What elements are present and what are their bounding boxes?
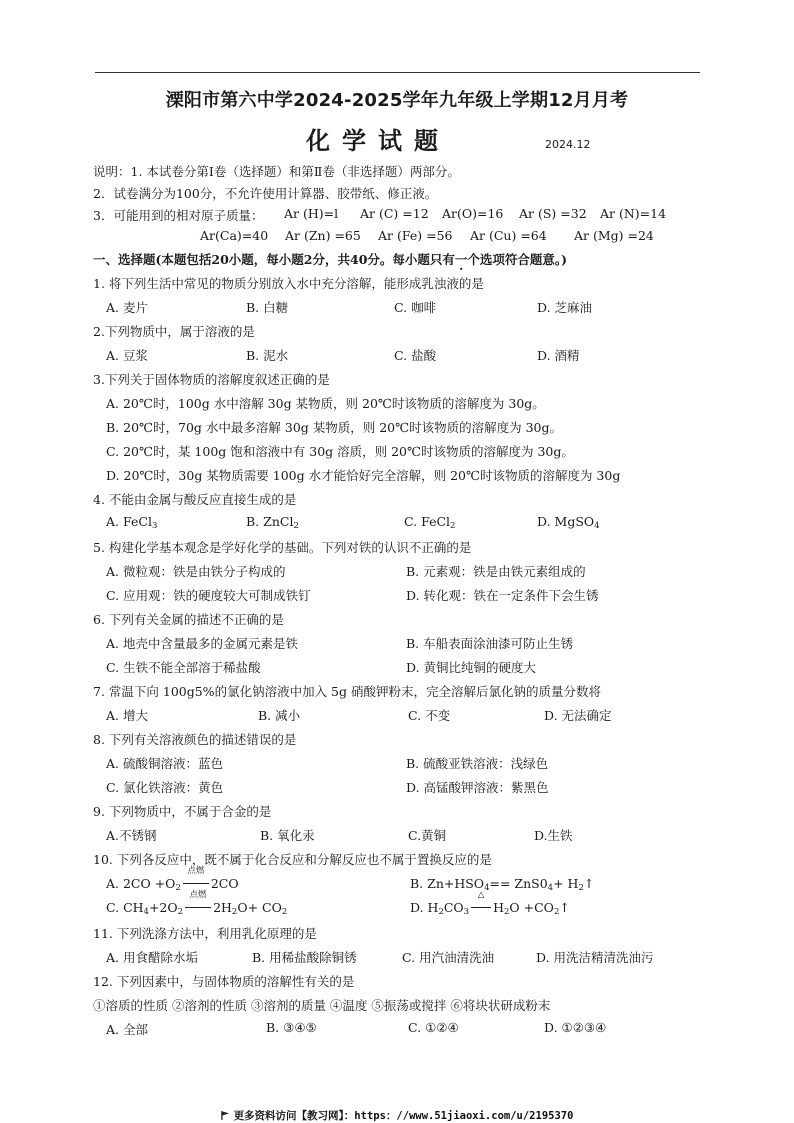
option-a[interactable]: A. 增大 (106, 708, 148, 723)
option-c[interactable]: C. 咖啡 (394, 300, 437, 315)
note-2: 2．试卷满分为100分，不允许使用计算器、胶带纸、修正液。 (93, 186, 438, 201)
option-d[interactable]: D. MgSO$_4$ (537, 514, 600, 531)
option-a[interactable]: A. 用食醋除水垢 (106, 950, 198, 965)
option-b[interactable]: B. 减小 (258, 708, 301, 723)
option-c[interactable]: C. 应用观：铁的硬度较大可制成铁钉 (106, 588, 311, 603)
atomic-mass: Ar(Ca)=40 (200, 228, 269, 243)
option-b[interactable]: B. 用稀盐酸除铜锈 (252, 950, 357, 965)
option-d[interactable]: D. 无法确定 (544, 708, 612, 723)
question-stem: 3.下列关于固体物质的溶解度叙述正确的是 (93, 372, 330, 387)
option-b[interactable]: B. ZnCl$_2$ (246, 514, 299, 531)
atomic-mass: Ar (S) =32 (519, 206, 587, 221)
option-a[interactable]: A. 地壳中含量最多的金属元素是铁 (106, 636, 298, 651)
heat-condition: △ (471, 900, 491, 915)
option-b[interactable]: B. 元素观：铁是由铁元素组成的 (406, 564, 586, 579)
option-d[interactable]: D. 黄铜比纯铜的硬度大 (406, 660, 537, 675)
question-stem: 5. 构建化学基本观念是学好化学的基础。下列对铁的认识不正确的是 (93, 540, 472, 555)
option-c[interactable]: C. 氯化铁溶液：黄色 (106, 780, 224, 795)
option-a[interactable]: A. FeCl$_3$ (106, 514, 158, 531)
option-d[interactable]: D. 用洗洁精清洗油污 (536, 950, 654, 965)
option-a[interactable]: A. 全部 (106, 1022, 148, 1037)
top-rule (95, 72, 700, 73)
school-title: 溧阳市第六中学2024-2025学年九年级上学期12月月考 (165, 90, 629, 111)
question-stem: 10. 下列各反应中，既不属于化合反应和分解反应也不属于置换反应的是 (93, 852, 492, 867)
question-stem: 1. 将下列生活中常见的物质分别放入水中充分溶解，能形成乳浊液的是 (93, 276, 484, 291)
option-a[interactable]: A.不锈钢 (106, 828, 157, 843)
option-a[interactable]: A. 20℃时，100g 水中溶解 30g 某物质，则 20℃时该物质的溶解度为 30g。 (106, 396, 545, 411)
option-d[interactable]: D. $H_2CO_3$ △ $H_2O$ $+CO_2↑$ (410, 890, 570, 917)
flag-icon (221, 1111, 230, 1120)
option-d[interactable]: D. 芝麻油 (537, 300, 593, 315)
option-b[interactable]: B. 氧化汞 (260, 828, 315, 843)
option-d[interactable]: D. 20℃时，30g 某物质需要 100g 水才能恰好完全溶解，则 20℃时该物质的溶解度为 30g (106, 468, 621, 483)
option-c[interactable]: C. ①②④ (408, 1020, 459, 1035)
option-a[interactable]: A. 豆浆 (106, 348, 148, 363)
note-3 (93, 206, 263, 224)
burn-condition: 点燃 (183, 876, 209, 891)
footer-link[interactable] (0, 1108, 794, 1123)
note-1: 说明：1. 本试卷分第Ⅰ卷（选择题）和第Ⅱ卷（非选择题）两部分。 (93, 164, 460, 179)
option-d[interactable]: D.生铁 (534, 828, 573, 843)
option-c[interactable]: C. 生铁不能全部溶于稀盐酸 (106, 660, 261, 675)
subject-title: 化学试题 (306, 127, 450, 155)
option-b[interactable]: B. 泥水 (246, 348, 289, 363)
question-stem: 9. 下列物质中，不属于合金的是 (93, 804, 272, 819)
option-b[interactable]: B. 20℃时，70g 水中最多溶解 30g 某物质，则 20℃时该物质的溶解度为 30g。 (106, 420, 563, 435)
atomic-mass: Ar (H)=l (284, 206, 339, 221)
option-a[interactable]: A. $2CO +O_2$ 点燃 2CO (106, 866, 239, 893)
factor-list: ①溶质的性质 ②溶剂的性质 ③溶剂的质量 ④温度 ⑤振荡或搅拌 ⑥将块状研成粉末 (93, 998, 551, 1013)
option-d[interactable]: D. 酒精 (537, 348, 580, 363)
atomic-mass: Ar(O)=16 (442, 206, 504, 221)
option-b[interactable]: B. $Zn+HSO_4== ZnS0_4+$ $H_2↑$ (410, 876, 595, 893)
option-c[interactable]: C. 20℃时，某 100g 饱和溶液中有 30g 溶质，则 20℃时该物质的溶解度为 30g。 (106, 444, 574, 459)
question-stem: 2.下列物质中，属于溶液的是 (93, 324, 255, 339)
option-b[interactable]: B. 车船表面涂油漆可防止生锈 (406, 636, 574, 651)
option-c[interactable]: C. 盐酸 (394, 348, 437, 363)
atomic-mass: Ar (N)=14 (600, 206, 667, 221)
atomic-mass: Ar (C) =12 (360, 206, 429, 221)
option-c[interactable]: C.黄铜 (408, 828, 447, 843)
option-b[interactable]: B. 白糖 (246, 300, 289, 315)
question-stem: 7. 常温下向 100g5%的氯化钠溶液中加入 5g 硝酸钾粉末，完全溶解后氯化钠的质量分数将 (93, 684, 601, 699)
option-c[interactable]: C. $CH_4+2O_2$ 点燃 $2H_2O+ CO_2$ (106, 890, 288, 917)
atomic-mass: Ar (Fe) =56 (378, 228, 453, 243)
option-b[interactable]: B. 硫酸亚铁溶液：浅绿色 (406, 756, 549, 771)
option-d[interactable]: D. 高锰酸钾溶液：紫黑色 (406, 780, 549, 795)
option-d[interactable]: D. 转化观：铁在一定条件下会生锈 (406, 588, 599, 603)
option-a[interactable]: A. 麦片 (106, 300, 148, 315)
note-3-label: 3．可能用到的相对原子质量： (93, 208, 264, 223)
atomic-mass: Ar (Zn) =65 (285, 228, 361, 243)
option-c[interactable]: C. FeCl$_2$ (404, 514, 456, 531)
footer-text: 更多资料访问【教习网】：https：//www.51jiaoxi.com/u/2195370 (233, 1110, 574, 1122)
option-c[interactable]: C. 不变 (408, 708, 451, 723)
question-stem: 8. 下列有关溶液颜色的描述错误的是 (93, 732, 297, 747)
option-b[interactable]: B. ③④⑤ (266, 1020, 317, 1035)
question-stem: 4. 不能由金属与酸反应直接生成的是 (93, 492, 297, 507)
emphasis-char: 一 (454, 252, 468, 267)
question-stem: 12. 下列因素中，与固体物质的溶解性有关的是 (93, 974, 355, 989)
option-a[interactable]: A. 硫酸铜溶液：蓝色 (106, 756, 223, 771)
question-stem: 11. 下列洗涤方法中，利用乳化原理的是 (93, 926, 317, 941)
option-a[interactable]: A. 微粒观：铁是由铁分子构成的 (106, 564, 286, 579)
burn-condition: 点燃 (185, 900, 211, 915)
option-c[interactable]: C. 用汽油清洗油 (402, 950, 495, 965)
atomic-mass: Ar (Mg) =24 (574, 228, 654, 243)
question-stem: 6. 下列有关金属的描述不正确的是 (93, 612, 284, 627)
option-d[interactable]: D. ①②③④ (544, 1020, 607, 1035)
section-title: 一、选择题(本题包括20小题，每小题2分，共40分。每小题只有一个选项符合题意。) (93, 252, 568, 267)
exam-date: 2024.12 (545, 138, 591, 151)
atomic-mass: Ar (Cu) =64 (470, 228, 547, 243)
